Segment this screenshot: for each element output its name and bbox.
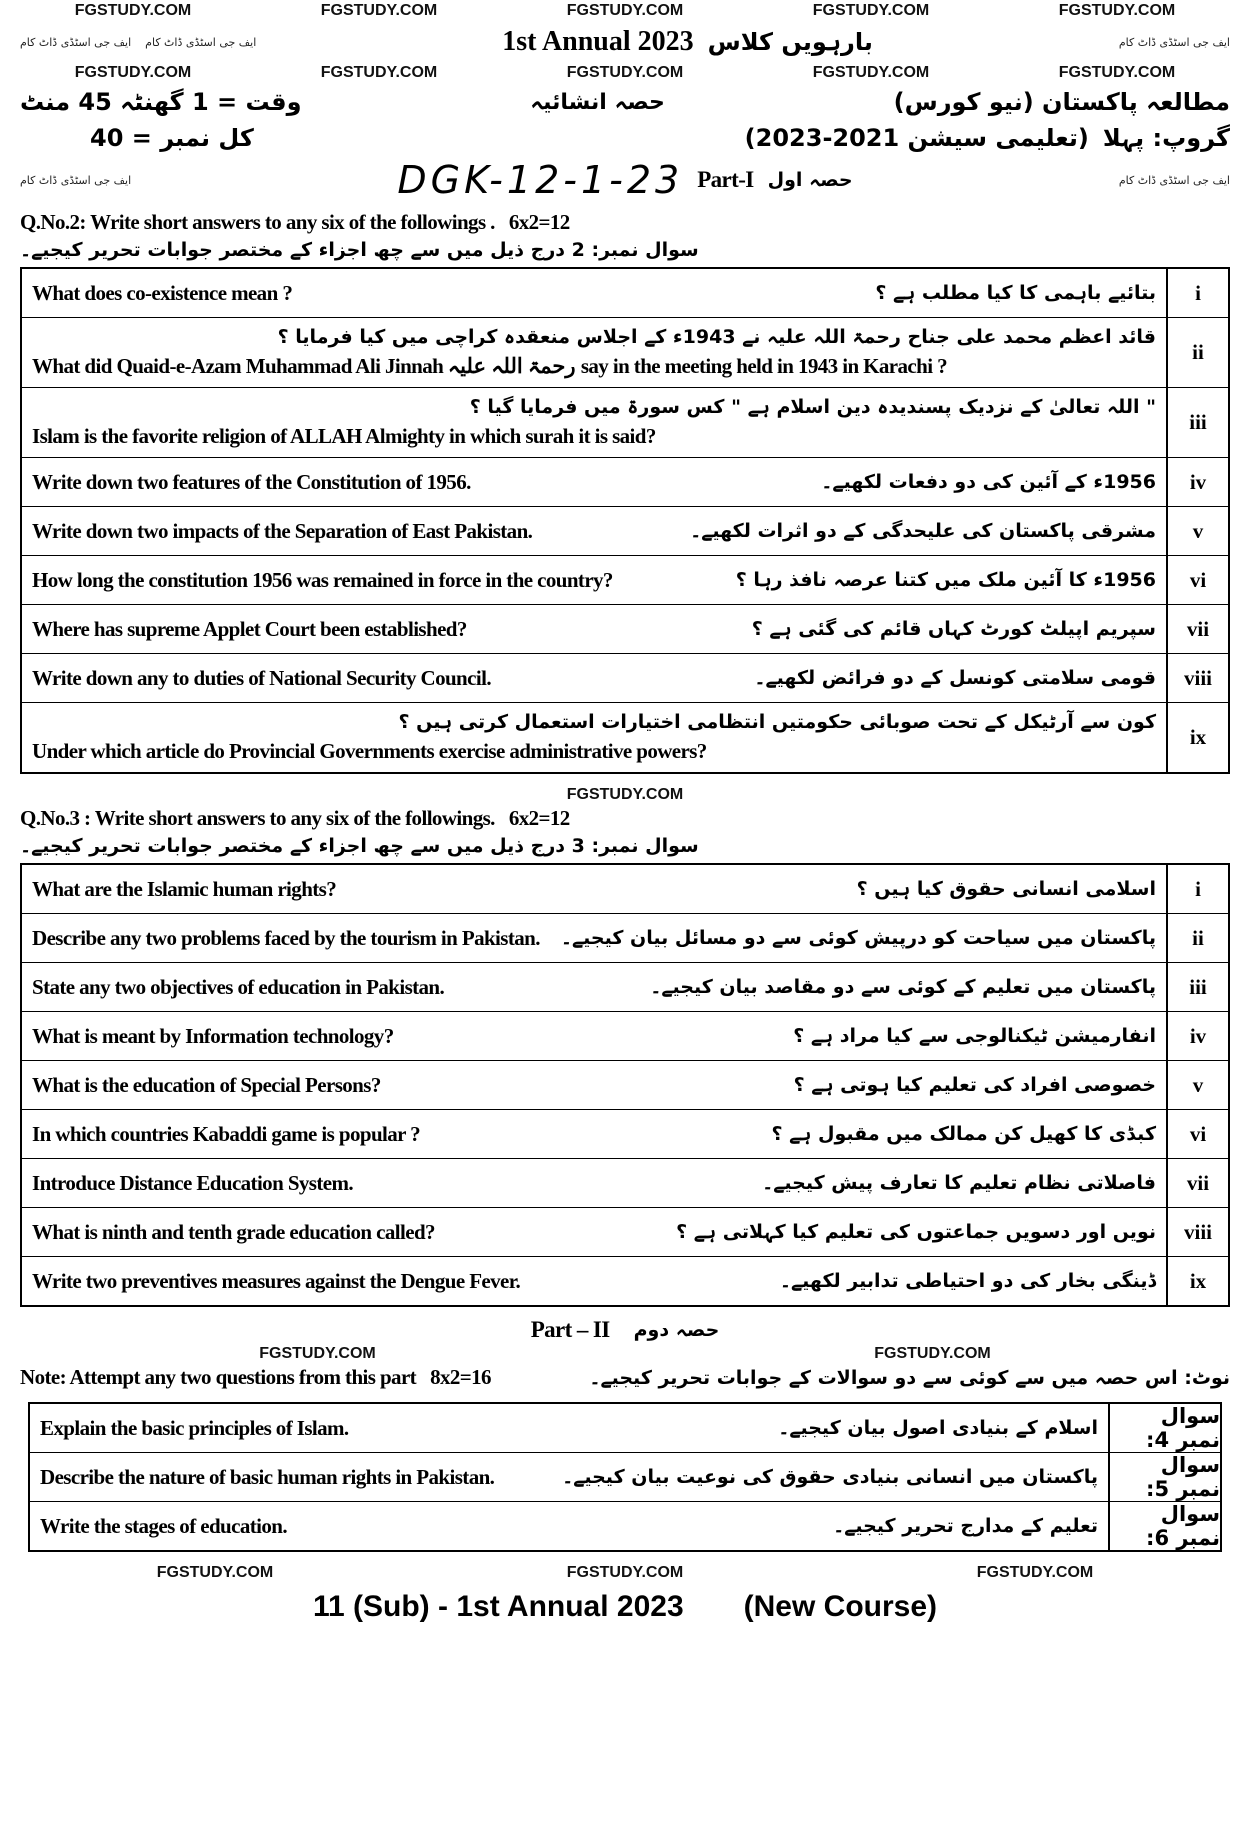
question-3 — [20, 806, 1230, 1307]
question-urdu: اسلام کے بنیادی اصول بیان کیجیے۔ — [778, 1417, 1098, 1439]
question-english: What is meant by Information technology? — [32, 1023, 394, 1048]
table-row — [22, 317, 1228, 387]
question-urdu: کون سے آرٹیکل کے تحت صوبائی حکومتیں انتظامی اختیارات استعمال کرتی ہیں ؟ — [398, 711, 1156, 733]
watermark: FGSTUDY.COM — [566, 64, 684, 81]
question-cell — [22, 556, 1166, 604]
question-number: vi — [1166, 1110, 1228, 1158]
question-number: vi — [1166, 556, 1228, 604]
question-english: Describe the nature of basic human rights in Pakistan. — [40, 1464, 495, 1489]
footer-paper-code: 11 (Sub) - 1st Annual 2023 — [312, 1590, 684, 1623]
table-row — [22, 702, 1228, 772]
subject: مطالعہ پاکستان (نیو کورس) — [893, 88, 1230, 116]
q2-table — [20, 267, 1230, 774]
question-english: How long the constitution 1956 was remained in force in the country? — [32, 567, 613, 592]
question-urdu: اسلامی انسانی حقوق کیا ہیں ؟ — [856, 878, 1156, 900]
table-row — [22, 506, 1228, 555]
question-cell — [30, 1502, 1108, 1550]
question-english: Write down two impacts of the Separation of East Pakistan. — [32, 518, 533, 543]
question-urdu: کبڈی کا کھیل کن ممالک میں مقبول ہے ؟ — [771, 1123, 1156, 1145]
part-two-marks: 8x2=16 — [430, 1365, 491, 1389]
watermark-row — [20, 0, 1230, 22]
part-two — [20, 1317, 1230, 1552]
part-two-urdu: حصہ دوم — [633, 1319, 720, 1341]
question-number: vii — [1166, 605, 1228, 653]
question-2 — [20, 204, 1230, 774]
question-urdu: فاصلاتی نظام تعلیم کا تعارف پیش کیجیے۔ — [762, 1172, 1156, 1194]
q3-heading: Q.No.3 : Write short answers to any six of the followings. — [20, 806, 495, 830]
table-row — [22, 1011, 1228, 1060]
question-number: ix — [1166, 703, 1228, 772]
table-row — [22, 653, 1228, 702]
table-row — [22, 269, 1228, 317]
question-cell — [22, 1012, 1166, 1060]
paper-header — [20, 22, 1230, 204]
question-urdu: پاکستان میں تعلیم کے کوئی سے دو مقاصد بیان کیجیے۔ — [650, 976, 1156, 998]
question-number: i — [1166, 865, 1228, 913]
question-english: Describe any two problems faced by the tourism in Pakistan. — [32, 925, 540, 950]
question-number: سوال نمبر 5: — [1108, 1453, 1220, 1501]
time-allowed: وقت = 1 گھنٹہ 45 منٹ — [20, 88, 302, 116]
question-cell — [22, 388, 1166, 457]
watermark: FGSTUDY.COM — [976, 1564, 1094, 1581]
question-urdu: قومی سلامتی کونسل کے دو فرائض لکھیے۔ — [754, 667, 1156, 689]
question-english: What is ninth and tenth grade education called? — [32, 1219, 435, 1244]
question-english: Write down two features of the Constitution of 1956. — [32, 469, 471, 494]
table-row — [22, 604, 1228, 653]
question-urdu: ڈینگی بخار کی دو احتیاطی تدابیر لکھیے۔ — [779, 1270, 1156, 1292]
question-urdu: پاکستان میں سیاحت کو درپیش کوئی سے دو مسائل بیان کیجیے۔ — [560, 927, 1156, 949]
class-title: بارہویں کلاس — [707, 28, 873, 56]
question-english: What did Quaid-e-Azam Muhammad Ali Jinnah رحمۃ اللہ علیہ say in the meeting held in 1943 in Karachi ? — [32, 354, 948, 378]
question-urdu: قائد اعظم محمد علی جناح رحمۃ اللہ علیہ نے 1943ء کے اجلاس منعقدہ کراچی میں کیا فرمایا ؟ — [277, 326, 1156, 348]
part-one-label: Part-I — [697, 167, 754, 192]
question-english: Explain the basic principles of Islam. — [40, 1415, 349, 1440]
question-cell — [30, 1453, 1108, 1501]
question-urdu: پاکستان میں انسانی بنیادی حقوق کی نوعیت بیان کیجیے۔ — [562, 1466, 1098, 1488]
watermark-urdu: ایف جی اسٹڈی ڈاٹ کام — [145, 35, 257, 49]
table-row — [22, 457, 1228, 506]
question-english: Islam is the favorite religion of ALLAH Almighty in which surah it is said? — [32, 424, 656, 448]
handwritten-paper-code: DGK-12-1-23 — [397, 158, 684, 202]
part-two-note: Note: Attempt any two questions from this part — [20, 1365, 417, 1389]
question-english: In which countries Kabaddi game is popular ? — [32, 1121, 421, 1146]
question-number: iii — [1166, 388, 1228, 457]
table-row — [22, 1060, 1228, 1109]
question-cell — [22, 318, 1166, 387]
question-urdu: مشرقی پاکستان کی علیحدگی کے دو اثرات لکھیے۔ — [690, 520, 1156, 542]
question-cell — [22, 605, 1166, 653]
question-number: ix — [1166, 1257, 1228, 1305]
question-cell — [22, 1208, 1166, 1256]
question-number: iii — [1166, 963, 1228, 1011]
footer-course: (New Course) — [743, 1590, 938, 1623]
watermark: FGSTUDY.COM — [566, 786, 684, 803]
question-urdu: 1956ء کا آئین ملک میں کتنا عرصہ نافذ رہا ؟ — [735, 569, 1156, 591]
table-row — [22, 555, 1228, 604]
part-two-table — [28, 1402, 1222, 1552]
watermark-row — [20, 1562, 1230, 1584]
table-row — [22, 913, 1228, 962]
question-number: ii — [1166, 914, 1228, 962]
section: حصہ انشائیہ — [530, 89, 665, 115]
q2-heading: Q.No.2: Write short answers to any six of the followings . — [20, 210, 495, 234]
question-number: سوال نمبر 6: — [1108, 1502, 1220, 1550]
question-english: Under which article do Provincial Governments exercise administrative powers? — [32, 739, 707, 763]
question-english: Write down any to duties of National Security Council. — [32, 665, 491, 690]
part-two-note-urdu: نوٹ: اس حصہ میں سے کوئی سے دو سوالات کے جوابات تحریر کیجیے۔ — [589, 1366, 1230, 1389]
table-row — [30, 1501, 1220, 1550]
q3-marks: 6x2=12 — [508, 806, 570, 830]
question-number: viii — [1166, 654, 1228, 702]
question-cell — [22, 458, 1166, 506]
question-cell — [22, 507, 1166, 555]
table-row — [30, 1404, 1220, 1452]
total-marks: کل نمبر = 40 — [90, 124, 254, 152]
question-cell — [22, 703, 1166, 772]
watermark-row — [20, 784, 1230, 806]
watermark: FGSTUDY.COM — [812, 64, 930, 81]
watermark-row — [20, 62, 1230, 84]
watermark: FGSTUDY.COM — [874, 1345, 991, 1362]
watermark: FGSTUDY.COM — [1058, 2, 1176, 19]
part-one-urdu: حصہ اول — [767, 169, 853, 191]
question-cell — [30, 1404, 1108, 1452]
question-cell — [22, 1159, 1166, 1207]
question-cell — [22, 1061, 1166, 1109]
watermark: FGSTUDY.COM — [320, 64, 438, 81]
exam-title: 1st Annual 2023 — [502, 26, 694, 57]
question-number: iv — [1166, 458, 1228, 506]
watermark: FGSTUDY.COM — [74, 2, 192, 19]
question-urdu: انفارمیشن ٹیکنالوجی سے کیا مراد ہے ؟ — [793, 1025, 1156, 1047]
watermark: FGSTUDY.COM — [566, 2, 684, 19]
watermark: FGSTUDY.COM — [259, 1345, 376, 1362]
session: (تعلیمی سیشن 2021-2023) — [744, 124, 1089, 152]
question-number: iv — [1166, 1012, 1228, 1060]
watermark: FGSTUDY.COM — [74, 64, 192, 81]
question-cell — [22, 963, 1166, 1011]
group: گروپ: پہلا — [1102, 124, 1230, 152]
table-row — [22, 387, 1228, 457]
watermark-urdu: ایف جی اسٹڈی ڈاٹ کام — [20, 35, 132, 49]
q3-heading-urdu: سوال نمبر: 3 درج ذیل میں سے چھ اجزاء کے مختصر جوابات تحریر کیجیے۔ — [20, 835, 699, 857]
table-row — [22, 1158, 1228, 1207]
table-row — [22, 1207, 1228, 1256]
paper-footer — [20, 1562, 1230, 1630]
table-row — [22, 865, 1228, 913]
watermark-urdu: ایف جی اسٹڈی ڈاٹ کام — [20, 173, 132, 187]
question-urdu: 1956ء کے آئین کی دو دفعات لکھیے۔ — [821, 471, 1156, 493]
question-cell — [22, 654, 1166, 702]
question-english: What is the education of Special Persons? — [32, 1072, 381, 1097]
q2-heading-urdu: سوال نمبر: 2 درج ذیل میں سے چھ اجزاء کے مختصر جوابات تحریر کیجیے۔ — [20, 239, 699, 261]
question-urdu: نویں اور دسویں جماعتوں کی تعلیم کیا کہلاتی ہے ؟ — [676, 1221, 1156, 1243]
question-cell — [22, 914, 1166, 962]
question-cell — [22, 1110, 1166, 1158]
question-urdu: سپریم اپیلٹ کورٹ کہاں قائم کی گئی ہے ؟ — [751, 618, 1156, 640]
watermark-urdu: ایف جی اسٹڈی ڈاٹ کام — [1118, 35, 1230, 49]
question-number: i — [1166, 269, 1228, 317]
question-urdu: خصوصی افراد کی تعلیم کیا ہوتی ہے ؟ — [793, 1074, 1156, 1096]
question-cell — [22, 269, 1166, 317]
question-english: What are the Islamic human rights? — [32, 876, 337, 901]
table-row — [22, 1256, 1228, 1305]
question-cell — [22, 1257, 1166, 1305]
table-row — [22, 1109, 1228, 1158]
question-number: سوال نمبر 4: — [1108, 1404, 1220, 1452]
table-row — [30, 1452, 1220, 1501]
question-english: Introduce Distance Education System. — [32, 1170, 354, 1195]
question-english: Write two preventives measures against the Dengue Fever. — [32, 1268, 521, 1293]
question-english: Write the stages of education. — [40, 1513, 287, 1538]
q2-marks: 6x2=12 — [508, 210, 570, 234]
question-number: vii — [1166, 1159, 1228, 1207]
watermark: FGSTUDY.COM — [156, 1564, 274, 1581]
watermark: FGSTUDY.COM — [812, 2, 930, 19]
question-number: viii — [1166, 1208, 1228, 1256]
question-cell — [22, 865, 1166, 913]
question-number: v — [1166, 1061, 1228, 1109]
question-urdu: " اللہ تعالیٰ کے نزدیک پسندیدہ دین اسلام ہے " کس سورۃ میں فرمایا گیا ؟ — [469, 396, 1156, 418]
question-english: What does co-existence mean ? — [32, 280, 293, 305]
watermark: FGSTUDY.COM — [566, 1564, 684, 1581]
watermark-row — [20, 1343, 1230, 1365]
question-urdu: تعلیم کے مدارج تحریر کیجیے۔ — [833, 1515, 1098, 1537]
question-number: v — [1166, 507, 1228, 555]
watermark: FGSTUDY.COM — [320, 2, 438, 19]
question-english: Where has supreme Applet Court been established? — [32, 616, 467, 641]
watermark-urdu: ایف جی اسٹڈی ڈاٹ کام — [1118, 173, 1230, 187]
part-two-label: Part – II — [530, 1317, 610, 1342]
table-row — [22, 962, 1228, 1011]
watermark: FGSTUDY.COM — [1058, 64, 1176, 81]
q3-table — [20, 863, 1230, 1307]
question-number: ii — [1166, 318, 1228, 387]
question-urdu: بتائیے باہمی کا کیا مطلب ہے ؟ — [875, 282, 1156, 304]
question-english: State any two objectives of education in Pakistan. — [32, 974, 445, 999]
